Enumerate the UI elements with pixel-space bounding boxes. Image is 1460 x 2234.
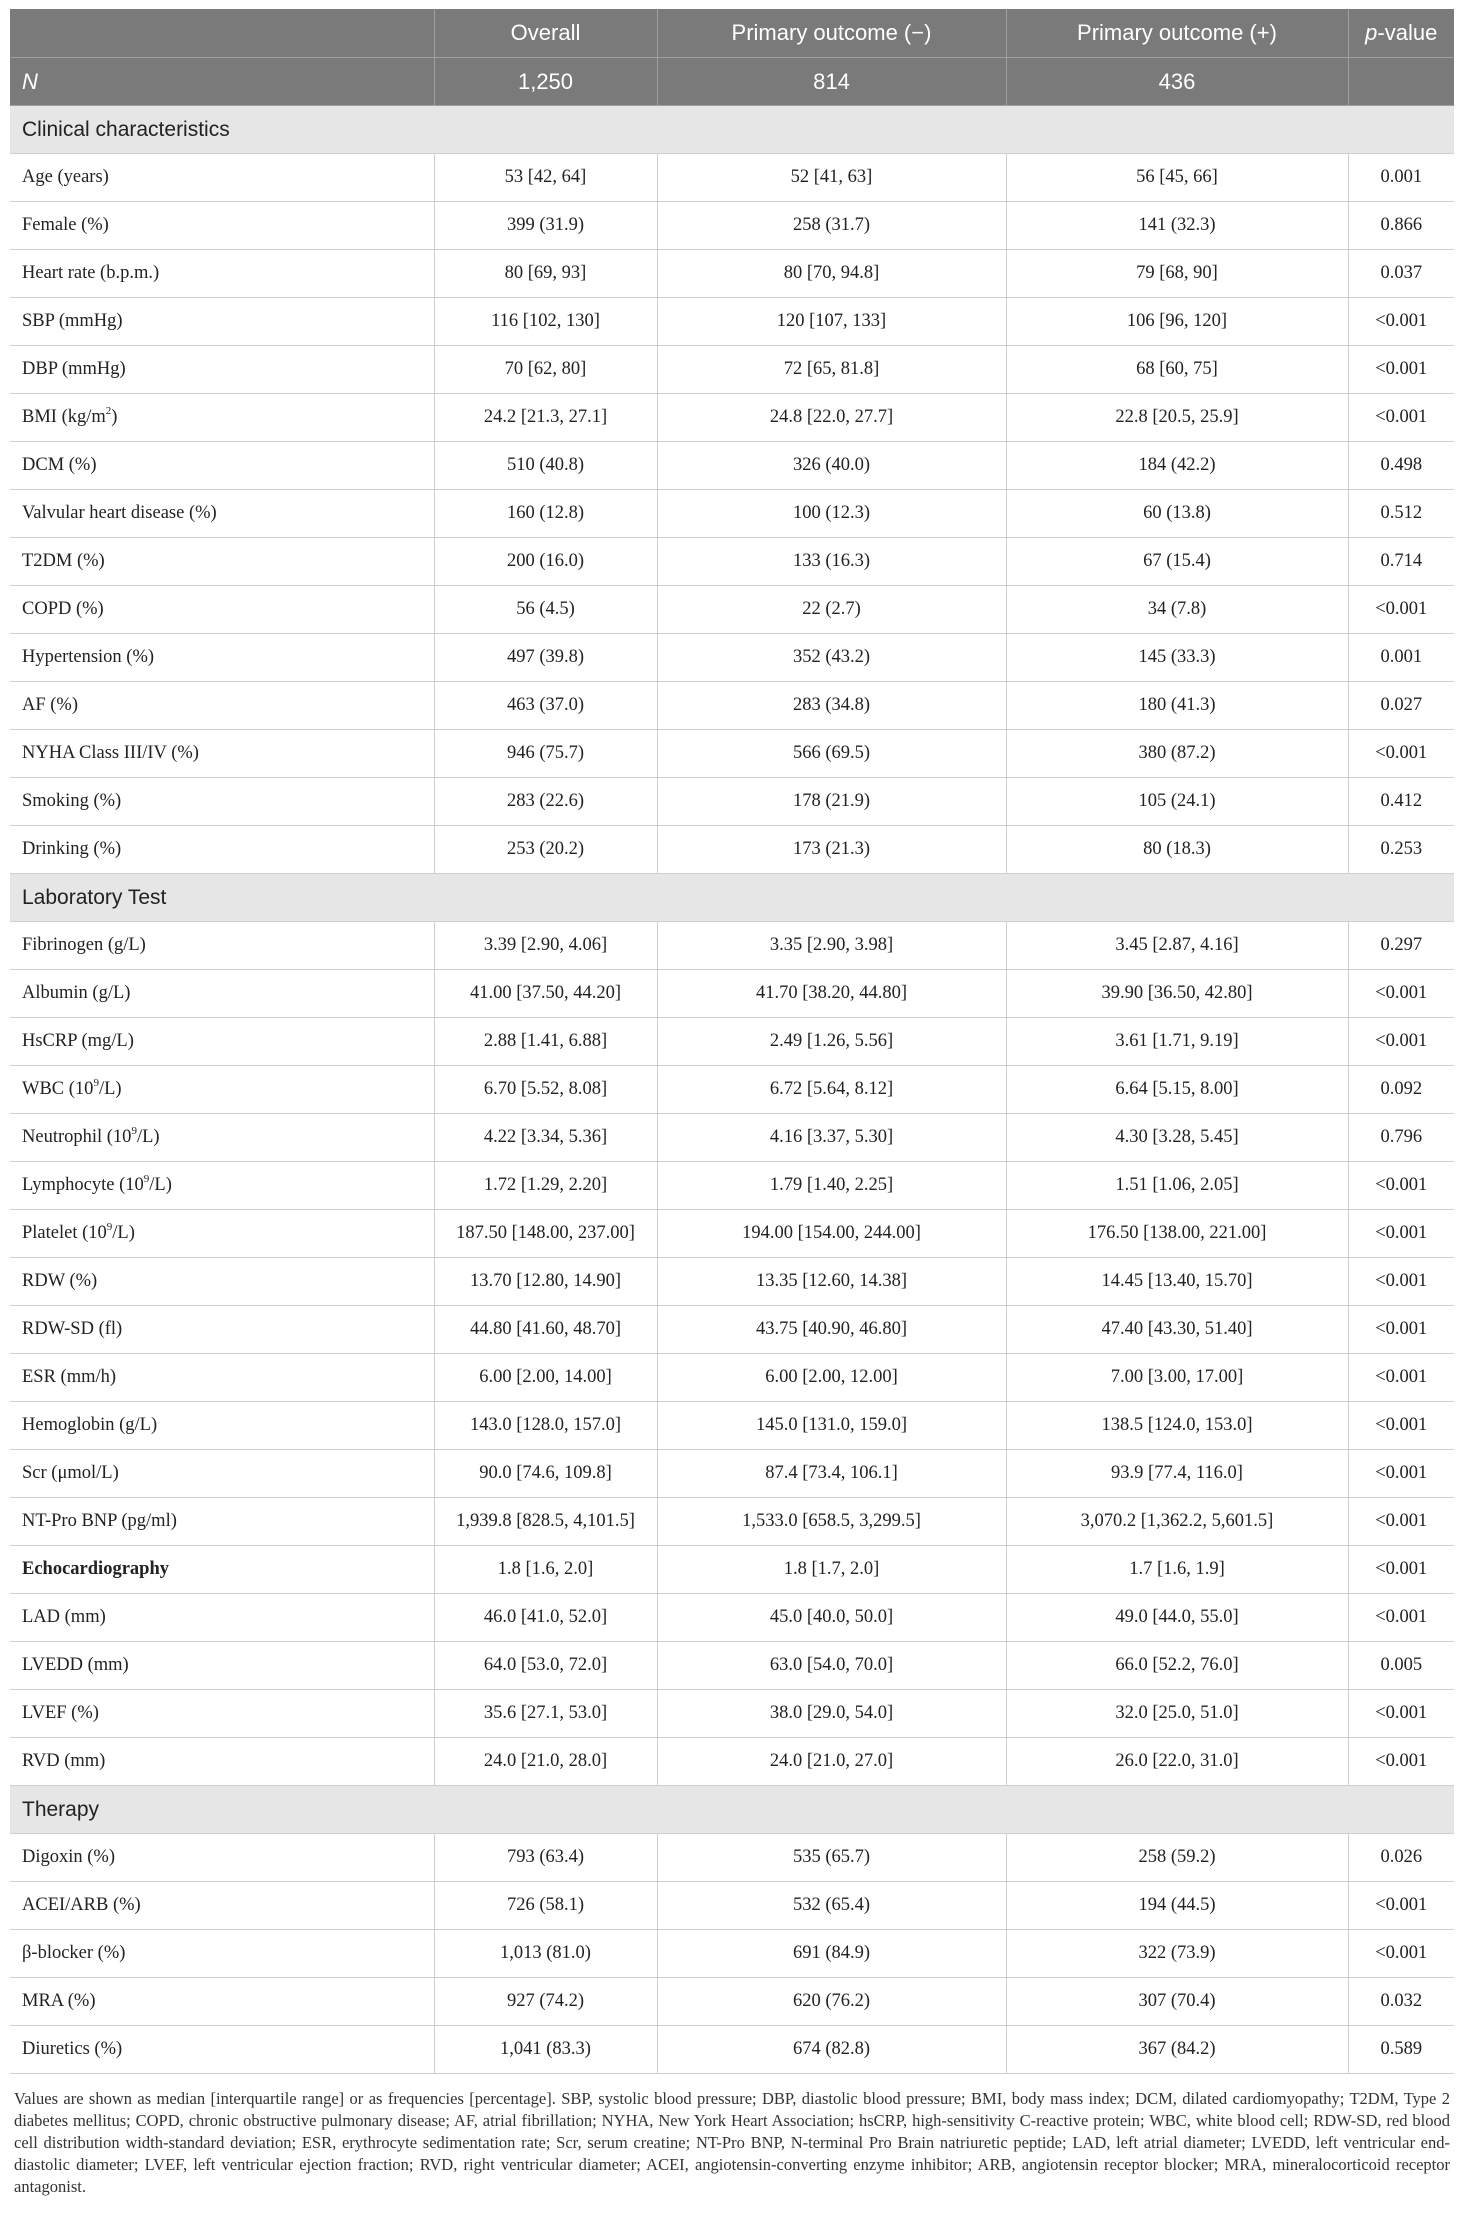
section-title: Laboratory Test: [10, 874, 1454, 922]
row-label: [10, 1546, 434, 1594]
cell-primary-outcome-negative: 120 [107, 133]: [657, 298, 1006, 346]
cell-overall: 793 (63.4): [434, 1834, 657, 1882]
cell-primary-outcome-positive: 26.0 [22.0, 31.0]: [1006, 1738, 1348, 1786]
table-row: [10, 730, 1454, 778]
cell-overall: 1,939.8 [828.5, 4,101.5]: [434, 1498, 657, 1546]
cell-primary-outcome-positive: 194 (44.5): [1006, 1882, 1348, 1930]
row-label: [10, 970, 434, 1018]
table-row: [10, 1066, 1454, 1114]
cell-overall: 143.0 [128.0, 157.0]: [434, 1402, 657, 1450]
cell-primary-outcome-positive: 3.61 [1.71, 9.19]: [1006, 1018, 1348, 1066]
cell-primary-outcome-negative: 326 (40.0): [657, 442, 1006, 490]
row-label-text: Scr (μmol/L): [22, 1463, 119, 1483]
cell-primary-outcome-positive: 4.30 [3.28, 5.45]: [1006, 1114, 1348, 1162]
row-label: [10, 1594, 434, 1642]
table-row: [10, 1210, 1454, 1258]
row-label: [10, 682, 434, 730]
cell-p-value: 0.001: [1348, 154, 1454, 202]
baseline-characteristics-table: [10, 9, 1454, 2074]
row-label: [10, 538, 434, 586]
row-label-text: T2DM (%): [22, 551, 105, 571]
cell-overall: 160 (12.8): [434, 490, 657, 538]
cell-overall: 946 (75.7): [434, 730, 657, 778]
cell-overall: 80 [69, 93]: [434, 250, 657, 298]
row-label-superscript: 9: [93, 1077, 99, 1089]
row-label-suffix: /L): [98, 1079, 122, 1099]
cell-overall: 24.2 [21.3, 27.1]: [434, 394, 657, 442]
row-label: [10, 1258, 434, 1306]
n-primary-outcome-positive: 436: [1006, 58, 1348, 106]
n-p-value: [1348, 58, 1454, 106]
cell-p-value: 0.796: [1348, 1114, 1454, 1162]
row-label-text: ACEI/ARB (%): [22, 1895, 141, 1915]
cell-p-value: <0.001: [1348, 1738, 1454, 1786]
table-row: [10, 538, 1454, 586]
row-label-superscript: 2: [105, 405, 112, 417]
row-label: [10, 1306, 434, 1354]
row-label-text: Diuretics (%): [22, 2039, 123, 2059]
cell-primary-outcome-negative: 691 (84.9): [657, 1930, 1006, 1978]
cell-p-value: <0.001: [1348, 1402, 1454, 1450]
row-label: [10, 634, 434, 682]
cell-overall: 510 (40.8): [434, 442, 657, 490]
row-label-text: β-blocker (%): [22, 1943, 126, 1963]
cell-p-value: 0.498: [1348, 442, 1454, 490]
cell-p-value: <0.001: [1348, 586, 1454, 634]
cell-p-value: <0.001: [1348, 1450, 1454, 1498]
cell-primary-outcome-positive: 34 (7.8): [1006, 586, 1348, 634]
table-row: [10, 1738, 1454, 1786]
header-primary-outcome-negative: Primary outcome (−): [657, 9, 1006, 58]
cell-primary-outcome-negative: 532 (65.4): [657, 1882, 1006, 1930]
cell-primary-outcome-negative: 6.00 [2.00, 12.00]: [657, 1354, 1006, 1402]
row-label-text: Age (years): [22, 167, 109, 187]
row-label-text: Drinking (%): [22, 839, 122, 859]
n-label: N: [10, 58, 434, 106]
cell-overall: 253 (20.2): [434, 826, 657, 874]
cell-p-value: <0.001: [1348, 1594, 1454, 1642]
row-label-suffix: ): [111, 407, 118, 427]
cell-p-value: <0.001: [1348, 1882, 1454, 1930]
row-label-text: Heart rate (b.p.m.): [22, 263, 160, 283]
table-row: [10, 1402, 1454, 1450]
table-row: [10, 826, 1454, 874]
row-label-text: RVD (mm): [22, 1751, 106, 1771]
table-row: [10, 586, 1454, 634]
cell-primary-outcome-positive: 22.8 [20.5, 25.9]: [1006, 394, 1348, 442]
row-label: [10, 1450, 434, 1498]
row-label-text: BMI (kg/m: [22, 407, 106, 427]
cell-primary-outcome-negative: 178 (21.9): [657, 778, 1006, 826]
cell-overall: 6.00 [2.00, 14.00]: [434, 1354, 657, 1402]
row-label-text: RDW (%): [22, 1271, 98, 1291]
cell-primary-outcome-positive: 3.45 [2.87, 4.16]: [1006, 922, 1348, 970]
cell-p-value: 0.297: [1348, 922, 1454, 970]
cell-overall: 1.8 [1.6, 2.0]: [434, 1546, 657, 1594]
cell-overall: 4.22 [3.34, 5.36]: [434, 1114, 657, 1162]
cell-primary-outcome-positive: 106 [96, 120]: [1006, 298, 1348, 346]
row-label-text: LVEDD (mm): [22, 1655, 129, 1675]
section-row: [10, 874, 1454, 922]
table-row: [10, 922, 1454, 970]
table-row: [10, 202, 1454, 250]
cell-overall: 1,013 (81.0): [434, 1930, 657, 1978]
cell-overall: 3.39 [2.90, 4.06]: [434, 922, 657, 970]
section-row: [10, 106, 1454, 154]
cell-primary-outcome-positive: 184 (42.2): [1006, 442, 1348, 490]
row-label: [10, 1066, 434, 1114]
table-footnote: Values are shown as median [interquartile range] or as frequencies [percentage]. SBP, systolic blood pressure; DBP, diastolic blood pressure; BMI, body mass index; DCM, dilated cardiomyopathy; T2DM, Type 2 diabetes mellitus; COPD, chronic obstructive pulmonary disease; AF, atrial fibrillation; NYHA, New York Heart Association; hsCRP, high-sensitivity C-reactive protein; WBC, white blood cell; RDW-SD, red blood cell distribution width-standard deviation; ESR, erythrocyte sedimentation rate; Scr, serum creatine; NT-Pro BNP, N-terminal Pro Brain natriuretic peptide; LAD, left atrial diameter; LVEDD, left ventricular end-diastolic diameter; LVEF, left ventricular ejection fraction; RVD, right ventricular diameter; ACEI, angiotensin-converting enzyme inhibitor; ARB, angiotensin receptor blocker; MRA, mineralocorticoid receptor antagonist.: [14, 2089, 1450, 2196]
cell-p-value: 0.512: [1348, 490, 1454, 538]
table-header: [10, 9, 1454, 106]
cell-primary-outcome-negative: 41.70 [38.20, 44.80]: [657, 970, 1006, 1018]
cell-overall: 399 (31.9): [434, 202, 657, 250]
cell-p-value: <0.001: [1348, 1354, 1454, 1402]
table-row: [10, 1546, 1454, 1594]
cell-primary-outcome-negative: 4.16 [3.37, 5.30]: [657, 1114, 1006, 1162]
cell-p-value: 0.037: [1348, 250, 1454, 298]
cell-overall: 927 (74.2): [434, 1978, 657, 2026]
table-row: [10, 1018, 1454, 1066]
row-label-text: WBC (10: [22, 1079, 94, 1099]
cell-p-value: <0.001: [1348, 1210, 1454, 1258]
cell-overall: 90.0 [74.6, 109.8]: [434, 1450, 657, 1498]
cell-primary-outcome-positive: 145 (33.3): [1006, 634, 1348, 682]
row-label-superscript: 9: [143, 1173, 150, 1185]
cell-p-value: <0.001: [1348, 1162, 1454, 1210]
cell-primary-outcome-positive: 66.0 [52.2, 76.0]: [1006, 1642, 1348, 1690]
cell-overall: 1.72 [1.29, 2.20]: [434, 1162, 657, 1210]
section-title: Therapy: [10, 1786, 1454, 1834]
cell-primary-outcome-positive: 1.51 [1.06, 2.05]: [1006, 1162, 1348, 1210]
row-label: [10, 1690, 434, 1738]
cell-overall: 497 (39.8): [434, 634, 657, 682]
cell-primary-outcome-positive: 93.9 [77.4, 116.0]: [1006, 1450, 1348, 1498]
cell-p-value: 0.027: [1348, 682, 1454, 730]
row-label: [10, 394, 434, 442]
cell-primary-outcome-negative: 1,533.0 [658.5, 3,299.5]: [657, 1498, 1006, 1546]
row-label-text: LAD (mm): [22, 1607, 106, 1627]
row-label-text: NT-Pro BNP (pg/ml): [22, 1511, 177, 1531]
cell-overall: 24.0 [21.0, 28.0]: [434, 1738, 657, 1786]
row-label: [10, 826, 434, 874]
cell-primary-outcome-negative: 352 (43.2): [657, 634, 1006, 682]
row-label: [10, 346, 434, 394]
cell-p-value: <0.001: [1348, 1930, 1454, 1978]
table-row: [10, 1978, 1454, 2026]
cell-p-value: 0.001: [1348, 634, 1454, 682]
cell-primary-outcome-positive: 60 (13.8): [1006, 490, 1348, 538]
cell-overall: 70 [62, 80]: [434, 346, 657, 394]
cell-primary-outcome-negative: 145.0 [131.0, 159.0]: [657, 1402, 1006, 1450]
row-label-text: Hypertension (%): [22, 647, 155, 667]
cell-p-value: <0.001: [1348, 394, 1454, 442]
cell-p-value: 0.589: [1348, 2026, 1454, 2074]
row-label-superscript: 9: [106, 1221, 113, 1233]
row-label: [10, 922, 434, 970]
cell-primary-outcome-negative: 674 (82.8): [657, 2026, 1006, 2074]
row-label: [10, 1018, 434, 1066]
row-label-text: HsCRP (mg/L): [22, 1031, 134, 1051]
header-primary-outcome-positive: Primary outcome (+): [1006, 9, 1348, 58]
row-label-text: Neutrophil (10: [22, 1127, 132, 1147]
row-label-text: MRA (%): [22, 1991, 96, 2011]
row-label-suffix: /L): [136, 1127, 160, 1147]
cell-primary-outcome-negative: 566 (69.5): [657, 730, 1006, 778]
cell-overall: 726 (58.1): [434, 1882, 657, 1930]
row-label-text: Valvular heart disease (%): [22, 503, 217, 523]
cell-primary-outcome-positive: 79 [68, 90]: [1006, 250, 1348, 298]
table-row: [10, 1450, 1454, 1498]
cell-overall: 283 (22.6): [434, 778, 657, 826]
row-label-text: AF (%): [22, 695, 79, 715]
row-label-text: RDW-SD (fl): [22, 1319, 123, 1339]
row-label: [10, 1354, 434, 1402]
cell-primary-outcome-positive: 67 (15.4): [1006, 538, 1348, 586]
row-label-text: Female (%): [22, 215, 109, 235]
cell-primary-outcome-negative: 38.0 [29.0, 54.0]: [657, 1690, 1006, 1738]
cell-overall: 41.00 [37.50, 44.20]: [434, 970, 657, 1018]
cell-primary-outcome-negative: 100 (12.3): [657, 490, 1006, 538]
cell-p-value: 0.866: [1348, 202, 1454, 250]
row-label-text: DBP (mmHg): [22, 359, 126, 379]
row-label: [10, 2026, 434, 2074]
table-row: [10, 1354, 1454, 1402]
row-label-text: Hemoglobin (g/L): [22, 1415, 158, 1435]
cell-primary-outcome-positive: 80 (18.3): [1006, 826, 1348, 874]
row-label-text: COPD (%): [22, 599, 104, 619]
n-row: [10, 58, 1454, 106]
row-label-text: Smoking (%): [22, 791, 122, 811]
cell-primary-outcome-positive: 6.64 [5.15, 8.00]: [1006, 1066, 1348, 1114]
table-row: [10, 778, 1454, 826]
row-label: [10, 1930, 434, 1978]
table-row: [10, 682, 1454, 730]
cell-primary-outcome-positive: 141 (32.3): [1006, 202, 1348, 250]
table-body: [10, 106, 1454, 2074]
row-label-text: Fibrinogen (g/L): [22, 935, 146, 955]
table-row: [10, 1306, 1454, 1354]
row-label-superscript: 9: [131, 1125, 137, 1137]
cell-overall: 13.70 [12.80, 14.90]: [434, 1258, 657, 1306]
row-label: [10, 490, 434, 538]
cell-primary-outcome-negative: 13.35 [12.60, 14.38]: [657, 1258, 1006, 1306]
row-label-text: Echocardiography: [22, 1559, 169, 1579]
section-row: [10, 1786, 1454, 1834]
cell-primary-outcome-positive: 14.45 [13.40, 15.70]: [1006, 1258, 1348, 1306]
row-label: [10, 1114, 434, 1162]
row-label-text: NYHA Class III/IV (%): [22, 743, 199, 763]
cell-overall: 2.88 [1.41, 6.88]: [434, 1018, 657, 1066]
table-row: [10, 298, 1454, 346]
cell-p-value: <0.001: [1348, 730, 1454, 778]
cell-p-value: <0.001: [1348, 1546, 1454, 1594]
cell-primary-outcome-negative: 133 (16.3): [657, 538, 1006, 586]
row-label: [10, 154, 434, 202]
n-primary-outcome-negative: 814: [657, 58, 1006, 106]
table-row: [10, 1690, 1454, 1738]
cell-primary-outcome-positive: 307 (70.4): [1006, 1978, 1348, 2026]
row-label: [10, 1498, 434, 1546]
cell-primary-outcome-positive: 105 (24.1): [1006, 778, 1348, 826]
cell-overall: 463 (37.0): [434, 682, 657, 730]
cell-p-value: 0.253: [1348, 826, 1454, 874]
cell-primary-outcome-positive: 1.7 [1.6, 1.9]: [1006, 1546, 1348, 1594]
cell-primary-outcome-positive: 180 (41.3): [1006, 682, 1348, 730]
table-row: [10, 346, 1454, 394]
cell-primary-outcome-positive: 367 (84.2): [1006, 2026, 1348, 2074]
table-row: [10, 250, 1454, 298]
cell-overall: 6.70 [5.52, 8.08]: [434, 1066, 657, 1114]
table-document: [10, 9, 1454, 2198]
cell-primary-outcome-positive: 380 (87.2): [1006, 730, 1348, 778]
table-row: [10, 1834, 1454, 1882]
row-label: [10, 298, 434, 346]
cell-primary-outcome-negative: 6.72 [5.64, 8.12]: [657, 1066, 1006, 1114]
row-label: [10, 1210, 434, 1258]
cell-p-value: <0.001: [1348, 1498, 1454, 1546]
section-title: Clinical characteristics: [10, 106, 1454, 154]
table-row: [10, 442, 1454, 490]
cell-primary-outcome-negative: 258 (31.7): [657, 202, 1006, 250]
row-label: [10, 1642, 434, 1690]
cell-overall: 56 (4.5): [434, 586, 657, 634]
cell-primary-outcome-negative: 3.35 [2.90, 3.98]: [657, 922, 1006, 970]
row-label-text: ESR (mm/h): [22, 1367, 117, 1387]
cell-overall: 35.6 [27.1, 53.0]: [434, 1690, 657, 1738]
cell-primary-outcome-negative: 52 [41, 63]: [657, 154, 1006, 202]
cell-primary-outcome-negative: 2.49 [1.26, 5.56]: [657, 1018, 1006, 1066]
table-row: [10, 1882, 1454, 1930]
cell-p-value: 0.026: [1348, 1834, 1454, 1882]
cell-primary-outcome-negative: 22 (2.7): [657, 586, 1006, 634]
cell-overall: 46.0 [41.0, 52.0]: [434, 1594, 657, 1642]
cell-overall: 200 (16.0): [434, 538, 657, 586]
cell-primary-outcome-positive: 258 (59.2): [1006, 1834, 1348, 1882]
row-label-text: DCM (%): [22, 455, 97, 475]
table-row: [10, 154, 1454, 202]
cell-p-value: 0.005: [1348, 1642, 1454, 1690]
cell-primary-outcome-positive: 49.0 [44.0, 55.0]: [1006, 1594, 1348, 1642]
table-row: [10, 2026, 1454, 2074]
cell-p-value: <0.001: [1348, 1306, 1454, 1354]
cell-primary-outcome-positive: 32.0 [25.0, 51.0]: [1006, 1690, 1348, 1738]
cell-primary-outcome-negative: 80 [70, 94.8]: [657, 250, 1006, 298]
cell-p-value: <0.001: [1348, 346, 1454, 394]
cell-p-value: 0.412: [1348, 778, 1454, 826]
table-row: [10, 1258, 1454, 1306]
table-row: [10, 490, 1454, 538]
cell-p-value: <0.001: [1348, 970, 1454, 1018]
row-label-text: LVEF (%): [22, 1703, 99, 1723]
table-row: [10, 394, 1454, 442]
row-label-text: Albumin (g/L): [22, 983, 131, 1003]
cell-primary-outcome-negative: 283 (34.8): [657, 682, 1006, 730]
row-label-text: Platelet (10: [22, 1223, 107, 1243]
cell-primary-outcome-positive: 138.5 [124.0, 153.0]: [1006, 1402, 1348, 1450]
row-label: [10, 202, 434, 250]
table-row: [10, 970, 1454, 1018]
cell-overall: 44.80 [41.60, 48.70]: [434, 1306, 657, 1354]
cell-primary-outcome-positive: 39.90 [36.50, 42.80]: [1006, 970, 1348, 1018]
cell-overall: 187.50 [148.00, 237.00]: [434, 1210, 657, 1258]
row-label-suffix: /L): [112, 1223, 135, 1243]
row-label-text: SBP (mmHg): [22, 311, 123, 331]
cell-primary-outcome-positive: 176.50 [138.00, 221.00]: [1006, 1210, 1348, 1258]
header-p-value: p-value: [1348, 9, 1454, 58]
cell-primary-outcome-negative: 1.8 [1.7, 2.0]: [657, 1546, 1006, 1594]
row-label: [10, 1738, 434, 1786]
cell-p-value: 0.092: [1348, 1066, 1454, 1114]
row-label: [10, 1402, 434, 1450]
row-label: [10, 442, 434, 490]
cell-primary-outcome-negative: 45.0 [40.0, 50.0]: [657, 1594, 1006, 1642]
row-label: [10, 730, 434, 778]
table-row: [10, 1642, 1454, 1690]
cell-p-value: 0.714: [1348, 538, 1454, 586]
row-label: [10, 1162, 434, 1210]
row-label: [10, 1834, 434, 1882]
table-row: [10, 1114, 1454, 1162]
cell-overall: 116 [102, 130]: [434, 298, 657, 346]
row-label-suffix: /L): [149, 1175, 172, 1195]
row-label-text: Lymphocyte (10: [22, 1175, 144, 1195]
header-overall: Overall: [434, 9, 657, 58]
cell-primary-outcome-negative: 535 (65.7): [657, 1834, 1006, 1882]
cell-primary-outcome-negative: 24.0 [21.0, 27.0]: [657, 1738, 1006, 1786]
cell-overall: 53 [42, 64]: [434, 154, 657, 202]
cell-primary-outcome-positive: 3,070.2 [1,362.2, 5,601.5]: [1006, 1498, 1348, 1546]
cell-primary-outcome-negative: 43.75 [40.90, 46.80]: [657, 1306, 1006, 1354]
cell-primary-outcome-negative: 173 (21.3): [657, 826, 1006, 874]
cell-p-value: 0.032: [1348, 1978, 1454, 2026]
table-row: [10, 1594, 1454, 1642]
cell-primary-outcome-positive: 56 [45, 66]: [1006, 154, 1348, 202]
cell-overall: 64.0 [53.0, 72.0]: [434, 1642, 657, 1690]
cell-primary-outcome-positive: 47.40 [43.30, 51.40]: [1006, 1306, 1348, 1354]
cell-p-value: <0.001: [1348, 298, 1454, 346]
row-label-text: Digoxin (%): [22, 1847, 115, 1867]
row-label: [10, 1882, 434, 1930]
table-row: [10, 1498, 1454, 1546]
cell-primary-outcome-negative: 63.0 [54.0, 70.0]: [657, 1642, 1006, 1690]
cell-primary-outcome-negative: 194.00 [154.00, 244.00]: [657, 1210, 1006, 1258]
cell-primary-outcome-positive: 7.00 [3.00, 17.00]: [1006, 1354, 1348, 1402]
table-row: [10, 1930, 1454, 1978]
cell-primary-outcome-negative: 620 (76.2): [657, 1978, 1006, 2026]
row-label: [10, 1978, 434, 2026]
cell-primary-outcome-negative: 87.4 [73.4, 106.1]: [657, 1450, 1006, 1498]
cell-overall: 1,041 (83.3): [434, 2026, 657, 2074]
row-label: [10, 778, 434, 826]
cell-primary-outcome-negative: 1.79 [1.40, 2.25]: [657, 1162, 1006, 1210]
row-label: [10, 586, 434, 634]
cell-primary-outcome-positive: 68 [60, 75]: [1006, 346, 1348, 394]
table-row: [10, 634, 1454, 682]
cell-primary-outcome-positive: 322 (73.9): [1006, 1930, 1348, 1978]
cell-primary-outcome-negative: 72 [65, 81.8]: [657, 346, 1006, 394]
header-row: [10, 9, 1454, 58]
table-row: [10, 1162, 1454, 1210]
cell-primary-outcome-negative: 24.8 [22.0, 27.7]: [657, 394, 1006, 442]
cell-p-value: <0.001: [1348, 1018, 1454, 1066]
cell-p-value: <0.001: [1348, 1690, 1454, 1738]
cell-p-value: <0.001: [1348, 1258, 1454, 1306]
n-overall: 1,250: [434, 58, 657, 106]
header-label-column: [10, 9, 434, 58]
row-label: [10, 250, 434, 298]
